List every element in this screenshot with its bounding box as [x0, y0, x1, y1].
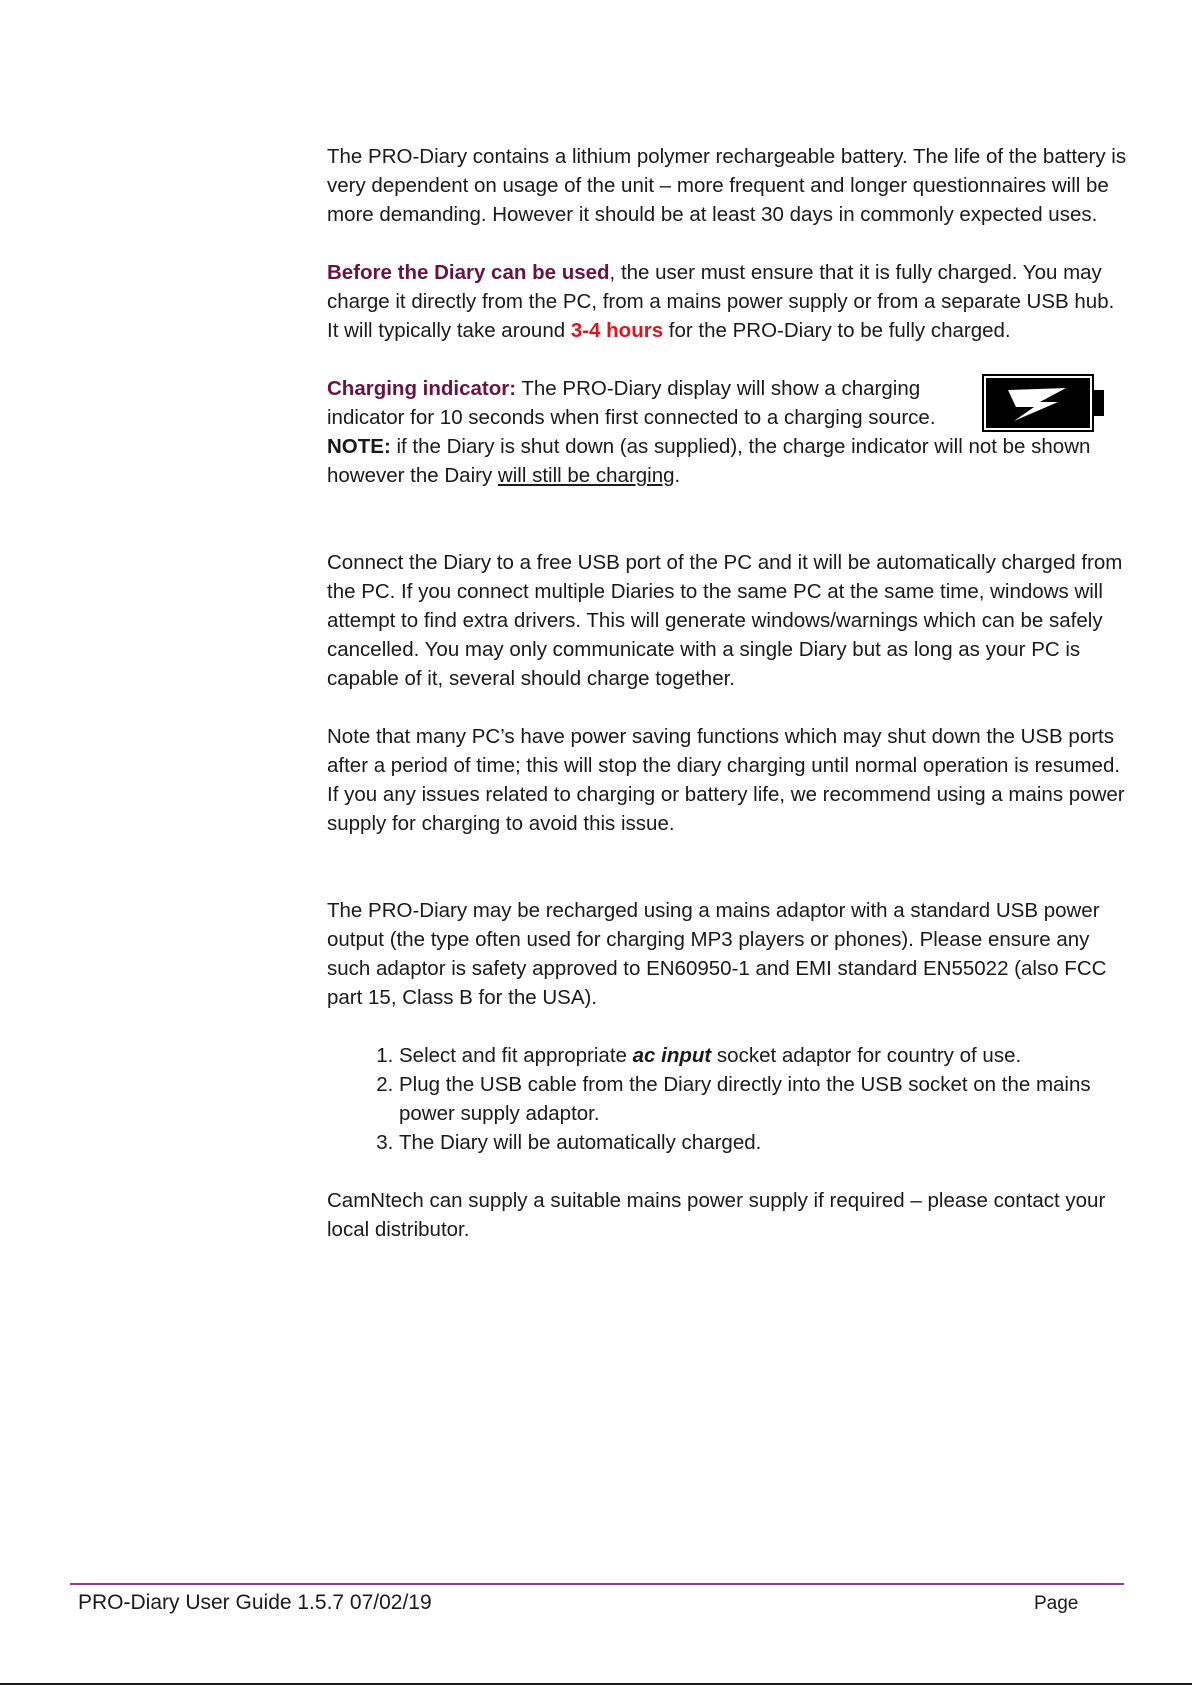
- note-paragraph: [327, 432, 1127, 490]
- step-item: [399, 1041, 1127, 1070]
- battery-charging-icon: [982, 374, 1104, 432]
- step1-text-b: socket adaptor for country of use.: [711, 1044, 1022, 1067]
- footer-doc-title: PRO-Diary User Guide 1.5.7 07/02/19: [78, 1591, 432, 1614]
- before-use-paragraph: [327, 258, 1127, 345]
- note-text: if the Diary is shut down (as supplied), the charge indicator will not be shown however the Dairy: [327, 435, 1091, 487]
- before-use-text-a: , the user must ensure that it is fully charged. You may charge it directly from the PC, from a mains power supply or from a separate USB hub. It will typically take around: [327, 261, 1115, 342]
- step1-text-a: Select and fit appropriate: [399, 1044, 633, 1067]
- footer-page-label: Page: [1034, 1593, 1079, 1614]
- still-charging-text: will still be charging: [497, 464, 675, 487]
- step-item: 2. Plug the USB cable from the Diary directly into the USB socket on the mains power supply adaptor.: [399, 1070, 1127, 1128]
- step-item: 3. The Diary will be automatically charged.: [399, 1128, 1127, 1157]
- footer-rule: [70, 1583, 1124, 1585]
- supply-note-paragraph: CamNtech can supply a suitable mains power supply if required – please contact your local distributor.: [327, 1189, 1106, 1241]
- battery-intro-paragraph: The PRO-Diary contains a lithium polymer rechargeable battery. The life of the battery is very dependent on usage of the unit – more frequent and longer questionnaires will be more demanding. However it should be at least 30 days in commonly expected uses.: [327, 145, 1127, 226]
- charging-indicator-heading: Charging indicator:: [327, 377, 517, 400]
- ac-input-emphasis: ac input: [632, 1044, 712, 1067]
- page-content: [327, 142, 1127, 1244]
- note-label: NOTE:: [327, 435, 391, 458]
- charging-indicator-block: [327, 374, 1127, 490]
- power-saving-paragraph: Note that many PC’s have power saving functions which may shut down the USB ports after a period of time; this will stop the diary charging until normal operation is resumed. If you any issues related to charging or battery life, we recommend using a mains power supply for charging to avoid this issue.: [327, 725, 1125, 835]
- mains-intro-paragraph: The PRO-Diary may be recharged using a mains adaptor with a standard USB power output (the type often used for charging MP3 players or phones). Please ensure any such adaptor is safety approved to EN60950-1 and EMI standard EN55022 (also FCC part 15, Class B for the USA).: [327, 899, 1107, 1009]
- usb-charging-paragraph: Connect the Diary to a free USB port of the PC and it will be automatically charged from the PC. If you connect multiple Diaries to the same PC at the same time, windows will attempt to find extra drivers. This will generate windows/warnings which can be safely cancelled. You may only communicate with a single Diary but as long as your PC is capable of it, several should charge together.: [327, 551, 1123, 690]
- before-use-heading: Before the Diary can be used: [327, 261, 610, 284]
- before-use-text-b: for the PRO-Diary to be fully charged.: [663, 319, 1011, 342]
- mains-steps-list: [327, 1041, 1127, 1157]
- note-end: .: [674, 464, 681, 487]
- charging-indicator-text: The PRO-Diary display will show a charging indicator for 10 seconds when first connected to a charging source.: [327, 377, 936, 429]
- charging-indicator-paragraph: [327, 374, 967, 432]
- charge-time-highlight: 3-4 hours: [570, 319, 664, 342]
